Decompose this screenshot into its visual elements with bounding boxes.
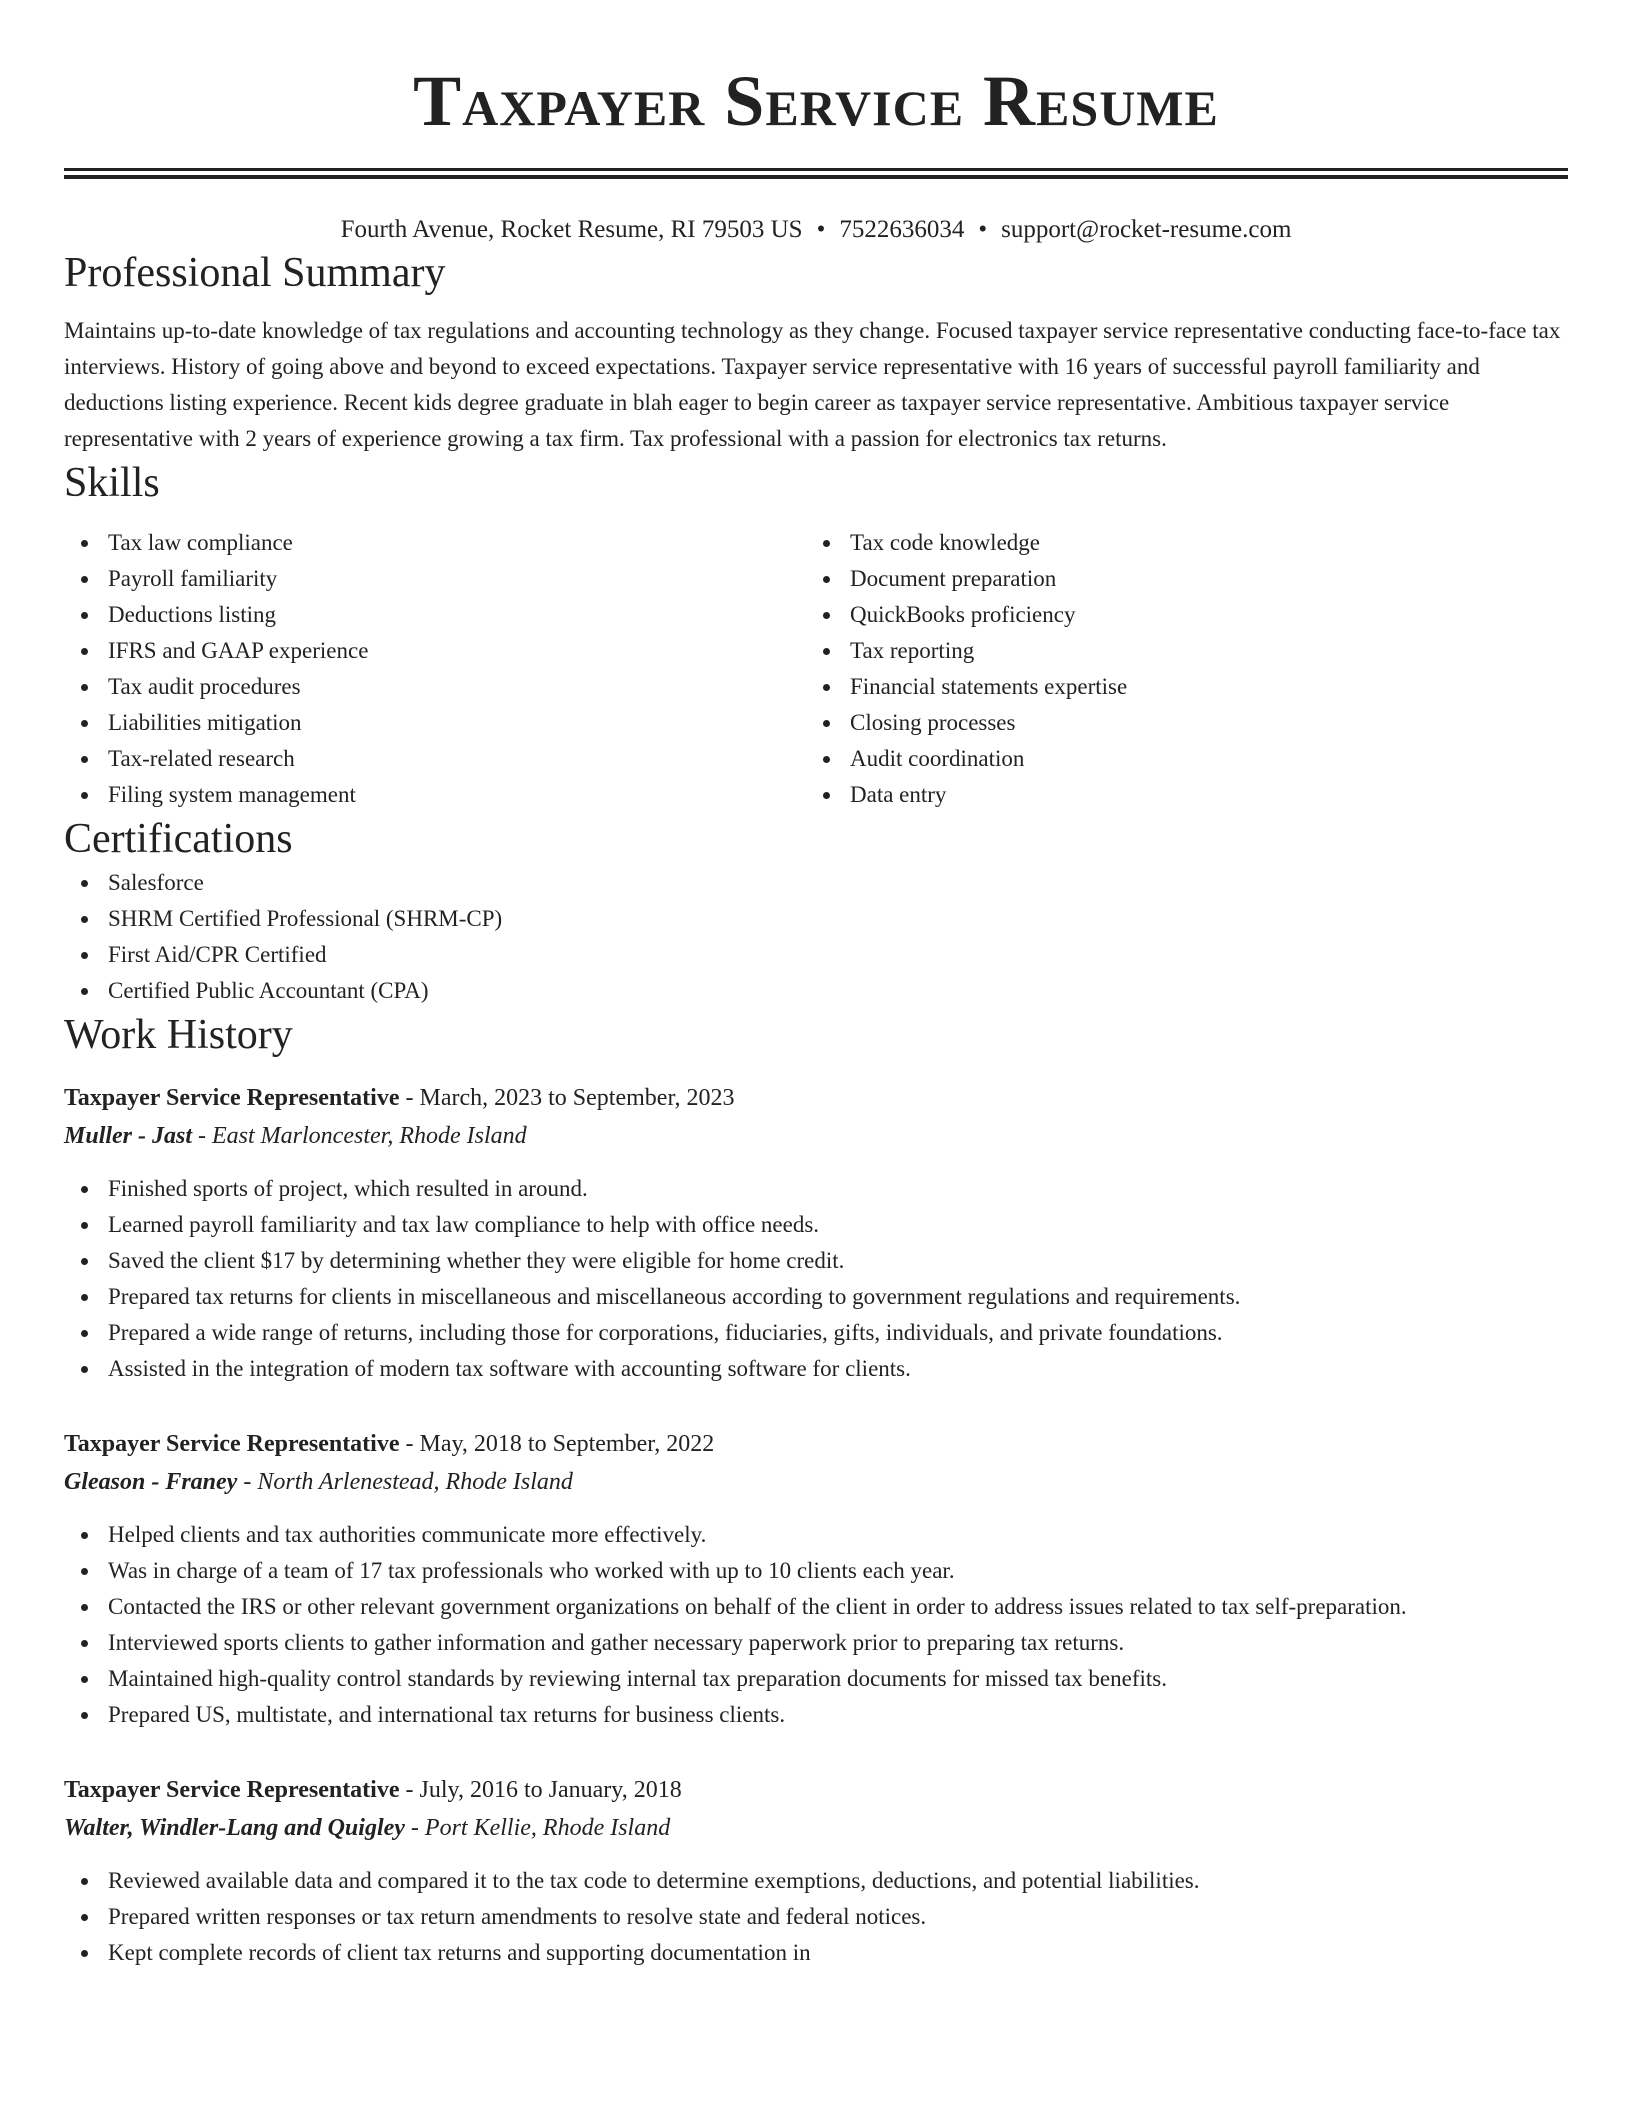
job-bullet: Reviewed available data and compared it to the tax code to determine exemptions, deductions, and potential liabilities. [64, 1863, 1568, 1899]
contact-phone: 7522636034 [839, 216, 965, 243]
skill-item: Document preparation [806, 561, 1548, 597]
certification-item: SHRM Certified Professional (SHRM-CP) [64, 901, 1568, 937]
job-bullet: Prepared US, multistate, and international tax returns for business clients. [64, 1697, 1568, 1733]
job-company: Walter, Windler-Lang and Quigley [64, 1815, 405, 1841]
job-dash: - [404, 1815, 425, 1841]
skill-item: Audit coordination [806, 741, 1548, 777]
contact-separator: • [978, 216, 988, 243]
resume-title: Taxpayer Service Resume [413, 61, 1219, 141]
job-title: Taxpayer Service Representative [64, 1431, 400, 1457]
contact-email: support@rocket-resume.com [1001, 216, 1292, 243]
job-location: East Marloncester, Rhode Island [212, 1123, 527, 1149]
job-bullets [64, 1863, 1568, 1971]
job-company-line [64, 1463, 1568, 1501]
job-company: Muller - Jast [64, 1123, 193, 1149]
job-bullet: Prepared written responses or tax return amendments to resolve state and federal notices. [64, 1899, 1568, 1935]
contact-address: Fourth Avenue, Rocket Resume, RI 79503 US [340, 216, 803, 243]
job-bullet: Saved the client $17 by determining whether they were eligible for home credit. [64, 1243, 1568, 1279]
job-bullet: Maintained high-quality control standards by reviewing internal tax preparation documents for missed tax benefits. [64, 1661, 1568, 1697]
contact-line [64, 213, 1568, 247]
work-history-heading: Work History [64, 1012, 293, 1058]
certification-item: Certified Public Accountant (CPA) [64, 973, 1568, 1009]
job-location: North Arlenestead, Rhode Island [257, 1469, 573, 1495]
job-bullet: Finished sports of project, which resulted in around. [64, 1171, 1568, 1207]
job-bullet: Contacted the IRS or other relevant government organizations on behalf of the client in order to address issues related to tax self-preparation. [64, 1589, 1568, 1625]
job-bullet: Assisted in the integration of modern tax software with accounting software for clients. [64, 1351, 1568, 1387]
job-title-line [64, 1771, 1568, 1809]
skill-item: Deductions listing [64, 597, 806, 633]
job-dash: - [237, 1469, 258, 1495]
job-title: Taxpayer Service Representative [64, 1085, 400, 1111]
job-dash: - [399, 1777, 420, 1803]
skill-item: Tax code knowledge [806, 525, 1548, 561]
skills-columns [64, 525, 1568, 813]
certifications-heading: Certifications [64, 816, 293, 862]
skill-item: Tax reporting [806, 633, 1548, 669]
skill-item: Data entry [806, 777, 1548, 813]
job-entry [64, 1425, 1568, 1733]
job-bullet: Learned payroll familiarity and tax law compliance to help with office needs. [64, 1207, 1568, 1243]
job-title-line [64, 1425, 1568, 1463]
job-dash: - [192, 1123, 213, 1149]
job-company-line [64, 1117, 1568, 1155]
job-title: Taxpayer Service Representative [64, 1777, 400, 1803]
certifications-list [64, 865, 1568, 1009]
job-company-line [64, 1809, 1568, 1847]
work-history-list [64, 1079, 1568, 1971]
job-entry [64, 1079, 1568, 1387]
skill-item: Tax audit procedures [64, 669, 806, 705]
skill-item: Closing processes [806, 705, 1548, 741]
job-dates: July, 2016 to January, 2018 [419, 1777, 682, 1803]
skills-heading: Skills [64, 460, 160, 506]
skill-item: Payroll familiarity [64, 561, 806, 597]
certification-item: Salesforce [64, 865, 1568, 901]
skill-item: Tax-related research [64, 741, 806, 777]
contact-separator: • [816, 216, 826, 243]
certification-item: First Aid/CPR Certified [64, 937, 1568, 973]
skill-item: IFRS and GAAP experience [64, 633, 806, 669]
job-bullet: Helped clients and tax authorities communicate more effectively. [64, 1517, 1568, 1553]
job-dash: - [399, 1431, 420, 1457]
skill-item: QuickBooks proficiency [806, 597, 1548, 633]
job-title-line [64, 1079, 1568, 1117]
job-bullet: Was in charge of a team of 17 tax professionals who worked with up to 10 clients each year. [64, 1553, 1568, 1589]
job-company: Gleason - Franey [64, 1469, 238, 1495]
skills-list-right [806, 525, 1548, 813]
job-dash: - [399, 1085, 420, 1111]
job-bullets [64, 1517, 1568, 1733]
job-bullet: Prepared a wide range of returns, including those for corporations, fiduciaries, gifts, individuals, and private foundations. [64, 1315, 1568, 1351]
resume-page [64, 0, 1568, 1971]
job-bullet: Kept complete records of client tax returns and supporting documentation in [64, 1935, 1568, 1971]
skills-list-left [64, 525, 806, 813]
skill-item: Filing system management [64, 777, 806, 813]
skill-item: Tax law compliance [64, 525, 806, 561]
job-bullets [64, 1171, 1568, 1387]
title-divider [64, 168, 1568, 179]
job-dates: May, 2018 to September, 2022 [419, 1431, 715, 1457]
job-bullet: Prepared tax returns for clients in miscellaneous and miscellaneous according to government regulations and requirements. [64, 1279, 1568, 1315]
job-dates: March, 2023 to September, 2023 [419, 1085, 735, 1111]
summary-text: Maintains up-to-date knowledge of tax regulations and accounting technology as they change. Focused taxpayer service representative conducting face-to-face tax interviews. History of going above and beyond to exceed expectations. Taxpayer service representative with 16 years of successful payroll familiarity and deductions listing experience. Recent kids degree graduate in blah eager to begin career as taxpayer service representative. Ambitious taxpayer service representative with 2 years of experience growing a tax firm. Tax professional with a passion for electronics tax returns. [64, 318, 1561, 451]
skill-item: Financial statements expertise [806, 669, 1548, 705]
skill-item: Liabilities mitigation [64, 705, 806, 741]
job-entry [64, 1771, 1568, 1971]
job-bullet: Interviewed sports clients to gather information and gather necessary paperwork prior to preparing tax returns. [64, 1625, 1568, 1661]
summary-heading: Professional Summary [64, 250, 446, 296]
job-location: Port Kellie, Rhode Island [424, 1815, 671, 1841]
